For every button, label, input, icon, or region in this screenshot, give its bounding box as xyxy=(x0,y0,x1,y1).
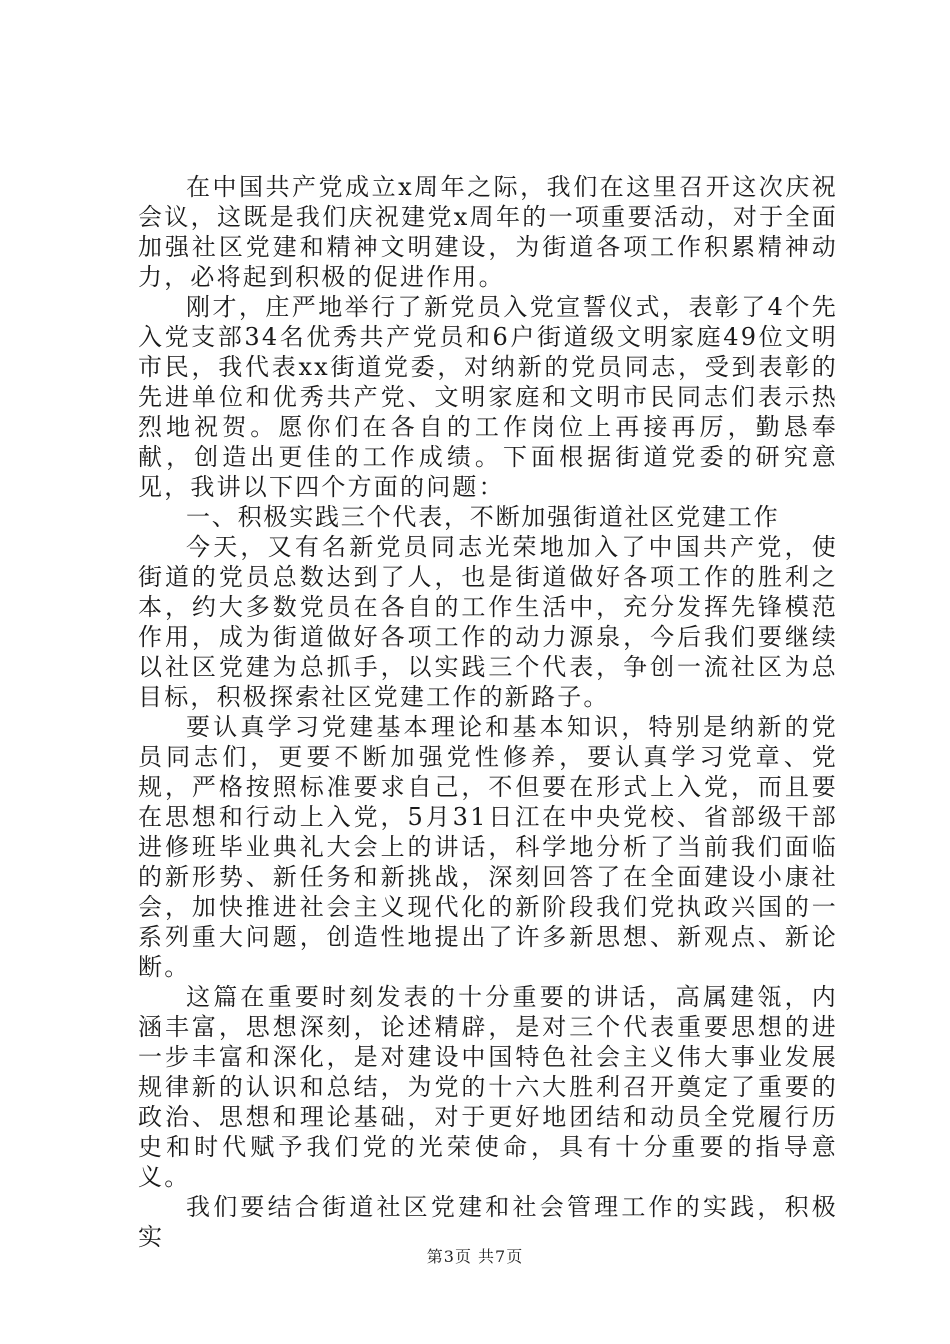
paragraph-commendation: 刚才，庄严地举行了新党员入党宣誓仪式，表彰了4个先入党支部34名优秀共产党员和6户街道级文明家庭49位文明市民，我代表xx街道党委，对纳新的党员同志，受到表彰的先进单位和优秀共产党、文明家庭和文明市民同志们表示热烈地祝贺。愿你们在各自的工作岗位上再接再厉，勤恳奉献，创造出更佳的工作成绩。下面根据街道党委的研究意见，我讲以下四个方面的问题： xyxy=(138,293,838,501)
paragraph-opening: 在中国共产党成立x周年之际，我们在这里召开这次庆祝会议，这既是我们庆祝建党x周年的一项重要活动，对于全面加强社区党建和精神文明建设，为街道各项工作积累精神动力，必将起到积极的促进作用。 xyxy=(138,173,838,291)
paragraph-speech-significance: 这篇在重要时刻发表的十分重要的讲话，高属建瓴，内涵丰富，思想深刻，论述精辟，是对三个代表重要思想的进一步丰富和深化，是对建设中国特色社会主义伟大事业发展规律新的认识和总结，为党的十六大胜利召开奠定了重要的政治、思想和理论基础，对于更好地团结和动员全党履行历史和时代赋予我们党的光荣使命，具有十分重要的指导意义。 xyxy=(138,983,838,1191)
page-number-footer: 第3页 共7页 xyxy=(426,1247,524,1266)
paragraph-new-members: 今天，又有名新党员同志光荣地加入了中国共产党，使街道的党员总数达到了人，也是街道做好各项工作的胜利之本，约大多数党员在各自的工作生活中，充分发挥先锋模范作用，成为街道做好各项工作的动力源泉，今后我们要继续以社区党建为总抓手，以实践三个代表，争创一流社区为总目标，积极探索社区党建工作的新路子。 xyxy=(138,533,838,711)
section-heading-1: 一、积极实践三个代表，不断加强街道社区党建工作 xyxy=(186,503,780,531)
paragraph-practice: 我们要结合街道社区党建和社会管理工作的实践，积极实 xyxy=(138,1193,838,1251)
paragraph-study-theory: 要认真学习党建基本理论和基本知识，特别是纳新的党员同志们，更要不断加强党性修养，要认真学习党章、党规，严格按照标准要求自己，不但要在形式上入党，而且要在思想和行动上入党，5月31日江在中央党校、省部级干部进修班毕业典礼大会上的讲话，科学地分析了当前我们面临的新形势、新任务和新挑战，深刻回答了在全面建设小康社会，加快推进社会主义现代化的新阶段我们党执政兴国的一系列重大问题，创造性地提出了许多新思想、新观点、新论断。 xyxy=(138,713,838,981)
document-body xyxy=(138,172,838,1252)
